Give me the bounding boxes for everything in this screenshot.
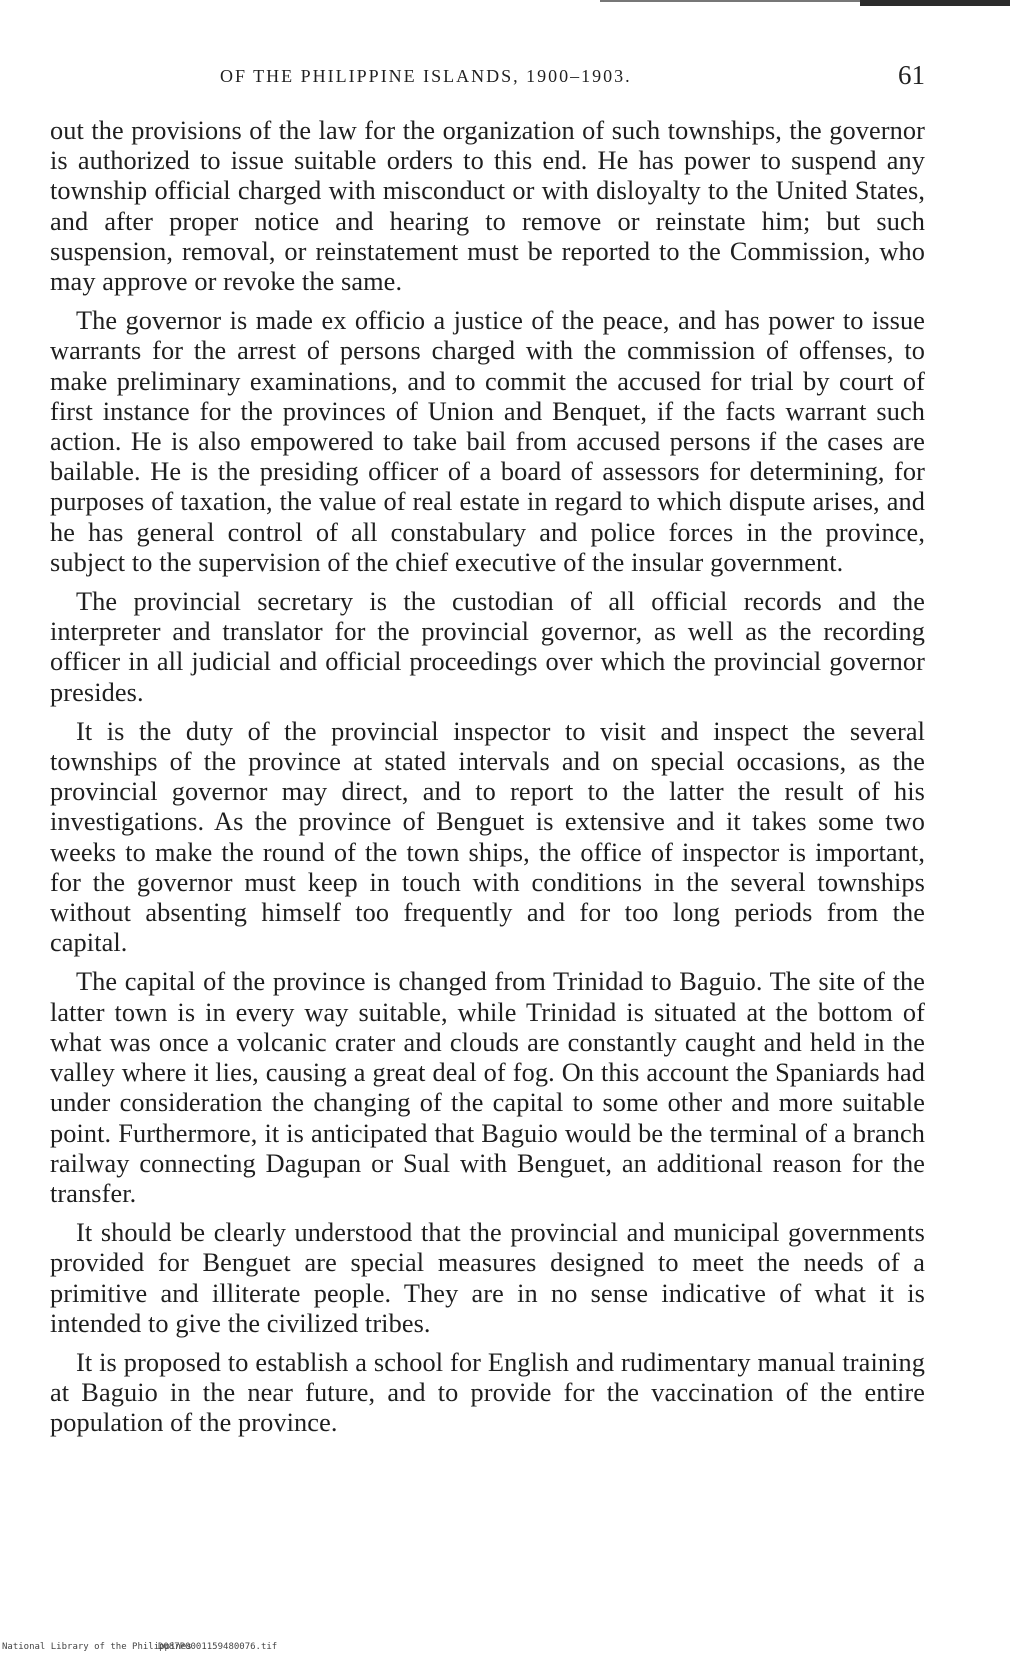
footer-library: National Library of the Philippines <box>2 1642 192 1652</box>
paragraph-provincial-inspector: It is the duty of the provincial inspector to visit and inspect the several townships of the province at stated intervals and on special occasions, as the provincial governor may direct, and to report to the latter the result of his investigations. As the province of Benguet is extensive and it takes some two weeks to make the round of the town ships, the office of inspector is important, for the governor must keep in touch with conditions in the several townships without absenting himself too frequently and for too long periods from the capital. <box>50 716 925 958</box>
scan-edge-line <box>600 0 860 2</box>
paragraph-special-measures: It should be clearly understood that the provincial and municipal governments provided for Benguet are special measures designed to meet the needs of a primitive and illiterate people. They are in no sense indicative of what it is intended to give the civilized tribes. <box>50 1218 925 1338</box>
paragraph-governor-justice: The governor is made ex officio a justice of the peace, and has power to issue warrants for the arrest of persons charged with the commission of offenses, to make preliminary examinations, and to commit the accused for trial by court of first instance for the provinces of Union and Benquet, if the facts warrant such action. He is also empowered to take bail from accused persons if the cases are bailable. He is the presiding officer of a board of assessors for determining, for purposes of taxation, the value of real estate in regard to which dispute arises, and he has general control of all constabulary and police forces in the province, subject to the supervision of the chief executive of the insular government. <box>50 306 925 577</box>
scan-footer <box>0 1638 1010 1656</box>
running-title: OF THE PHILIPPINE ISLANDS, 1900–1903. <box>220 66 632 86</box>
paragraph-capital-change: The capital of the province is changed from Trinidad to Baguio. The site of the latter town is in every way suitable, while Trinidad is situated at the bottom of what was once a volcanic crater and clouds are constantly caught and held in the valley where it lies, causing a great deal of fog. On this account the Spaniards had under consideration the changing of the capital to some other and more suitable point. Furthermore, it is anticipated that Baguio would be the terminal of a branch railway connecting Dagupan or Sual with Benguet, an additional reason for the transfer. <box>50 967 925 1208</box>
body-text <box>50 116 925 1439</box>
page-number: 61 <box>898 60 925 90</box>
paragraph-township-orders: out the provisions of the law for the organization of such townships, the governor is authorized to issue suitable orders to this end. He has power to suspend any township official charged with misconduct or with disloyalty to the United States, and after proper notice and hearing to remove or reinstate him; but such suspension, removal, or reinstatement must be reported to the Commission, who may approve or revoke the same. <box>50 116 925 297</box>
paragraph-provincial-secretary: The provincial secretary is the custodian of all official records and the interpreter and translator for the provincial governor, as well as the recording officer in all judicial and official proceedings over which the provincial governor presides. <box>50 587 925 707</box>
footer-file-id: D087P0001159480076.tif <box>158 1642 278 1652</box>
document-page <box>50 60 925 1448</box>
running-head <box>50 60 925 102</box>
paragraph-school-vaccination: It is proposed to establish a school for English and rudimentary manual training at Baguio in the near future, and to provide for the vaccination of the entire population of the province. <box>50 1347 925 1438</box>
scan-edge-mark <box>860 0 1010 6</box>
